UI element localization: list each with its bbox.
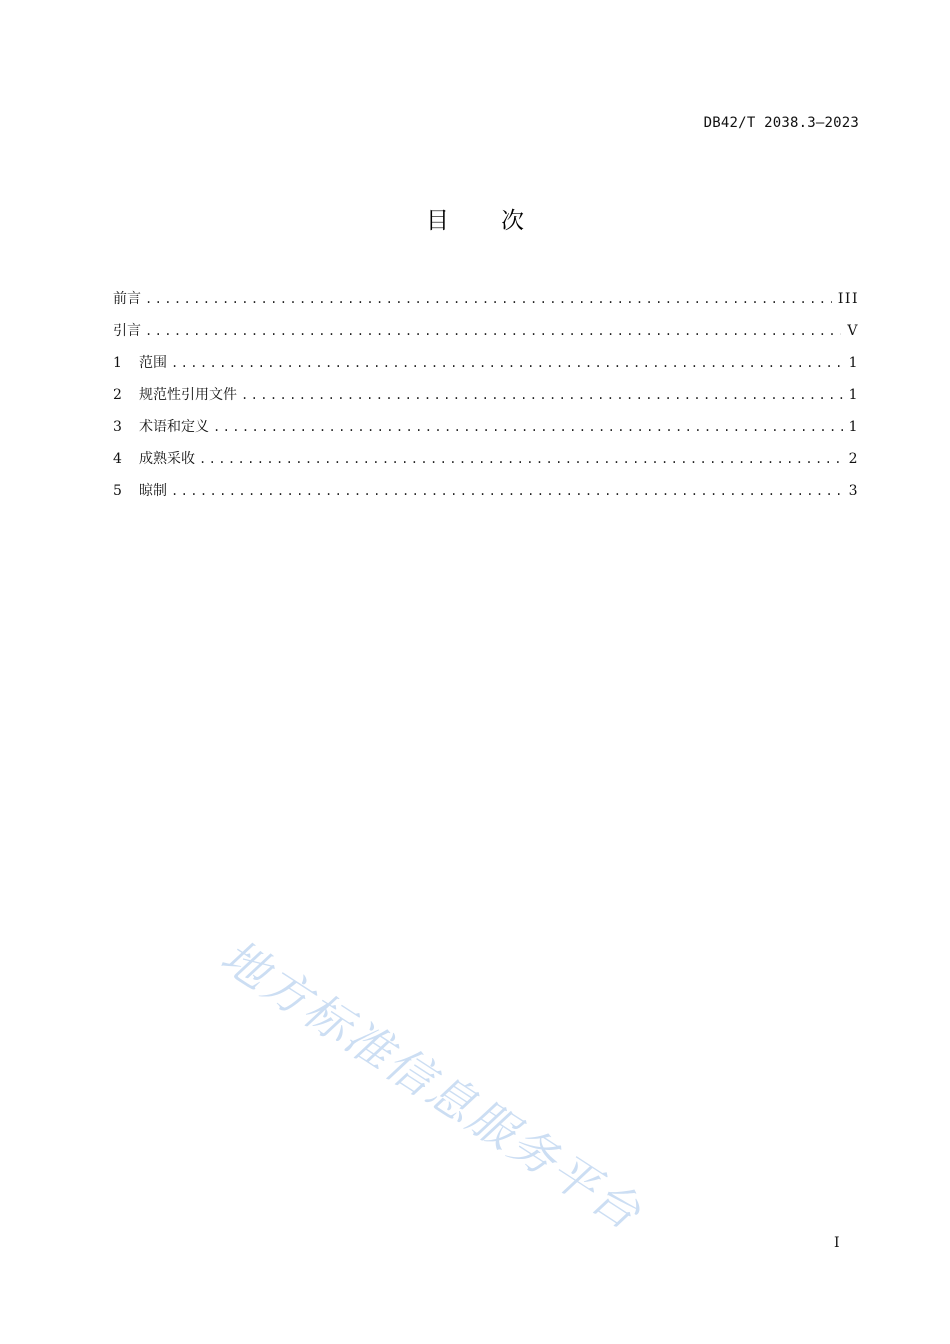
toc-entry-harvesting[interactable] — [113, 446, 859, 478]
toc-leader-dots — [145, 318, 841, 344]
toc-entry-page: 1 — [848, 387, 859, 403]
toc-entry-page: III — [837, 291, 859, 307]
toc-entry-number: 3 — [113, 419, 122, 435]
toc-entry-introduction[interactable] — [113, 318, 859, 350]
toc-leader-dots — [199, 446, 843, 472]
toc-entry-page: 1 — [848, 355, 859, 371]
toc-leader-dots — [171, 478, 843, 504]
page-number: I — [834, 1235, 840, 1251]
toc-entry-page: 2 — [848, 451, 859, 467]
toc-entry-page: 1 — [848, 419, 859, 435]
toc-entry-normative-references[interactable] — [113, 382, 859, 414]
toc-leader-dots — [145, 286, 832, 312]
toc-entry-label: 晾制 — [139, 483, 167, 499]
toc-entry-page: V — [847, 323, 859, 339]
table-of-contents — [113, 286, 859, 510]
toc-title — [0, 202, 950, 235]
toc-entry-label: 术语和定义 — [139, 419, 209, 435]
toc-entry-scope[interactable] — [113, 350, 859, 382]
toc-entry-curing[interactable] — [113, 478, 859, 510]
toc-entry-number: 1 — [113, 355, 122, 371]
toc-entry-label: 规范性引用文件 — [139, 387, 237, 403]
toc-leader-dots — [171, 350, 843, 376]
toc-entry-label: 引言 — [113, 323, 141, 339]
toc-entry-page: 3 — [848, 483, 859, 499]
toc-leader-dots — [241, 382, 843, 408]
toc-leader-dots — [213, 414, 843, 440]
toc-entry-number: 4 — [113, 451, 122, 467]
toc-entry-label: 成熟采收 — [139, 451, 195, 467]
watermark: 地方标准信息服务平台 — [211, 928, 653, 1242]
toc-entry-terms-definitions[interactable] — [113, 414, 859, 446]
document-code: DB42/T 2038.3—2023 — [703, 115, 859, 131]
toc-entry-number: 5 — [113, 483, 122, 499]
toc-title-char-2: 次 — [501, 208, 524, 234]
toc-entry-foreword[interactable] — [113, 286, 859, 318]
toc-entry-label: 前言 — [113, 291, 141, 307]
toc-title-char-1: 目 — [426, 208, 449, 234]
toc-entry-label: 范围 — [139, 355, 167, 371]
toc-entry-number: 2 — [113, 387, 122, 403]
